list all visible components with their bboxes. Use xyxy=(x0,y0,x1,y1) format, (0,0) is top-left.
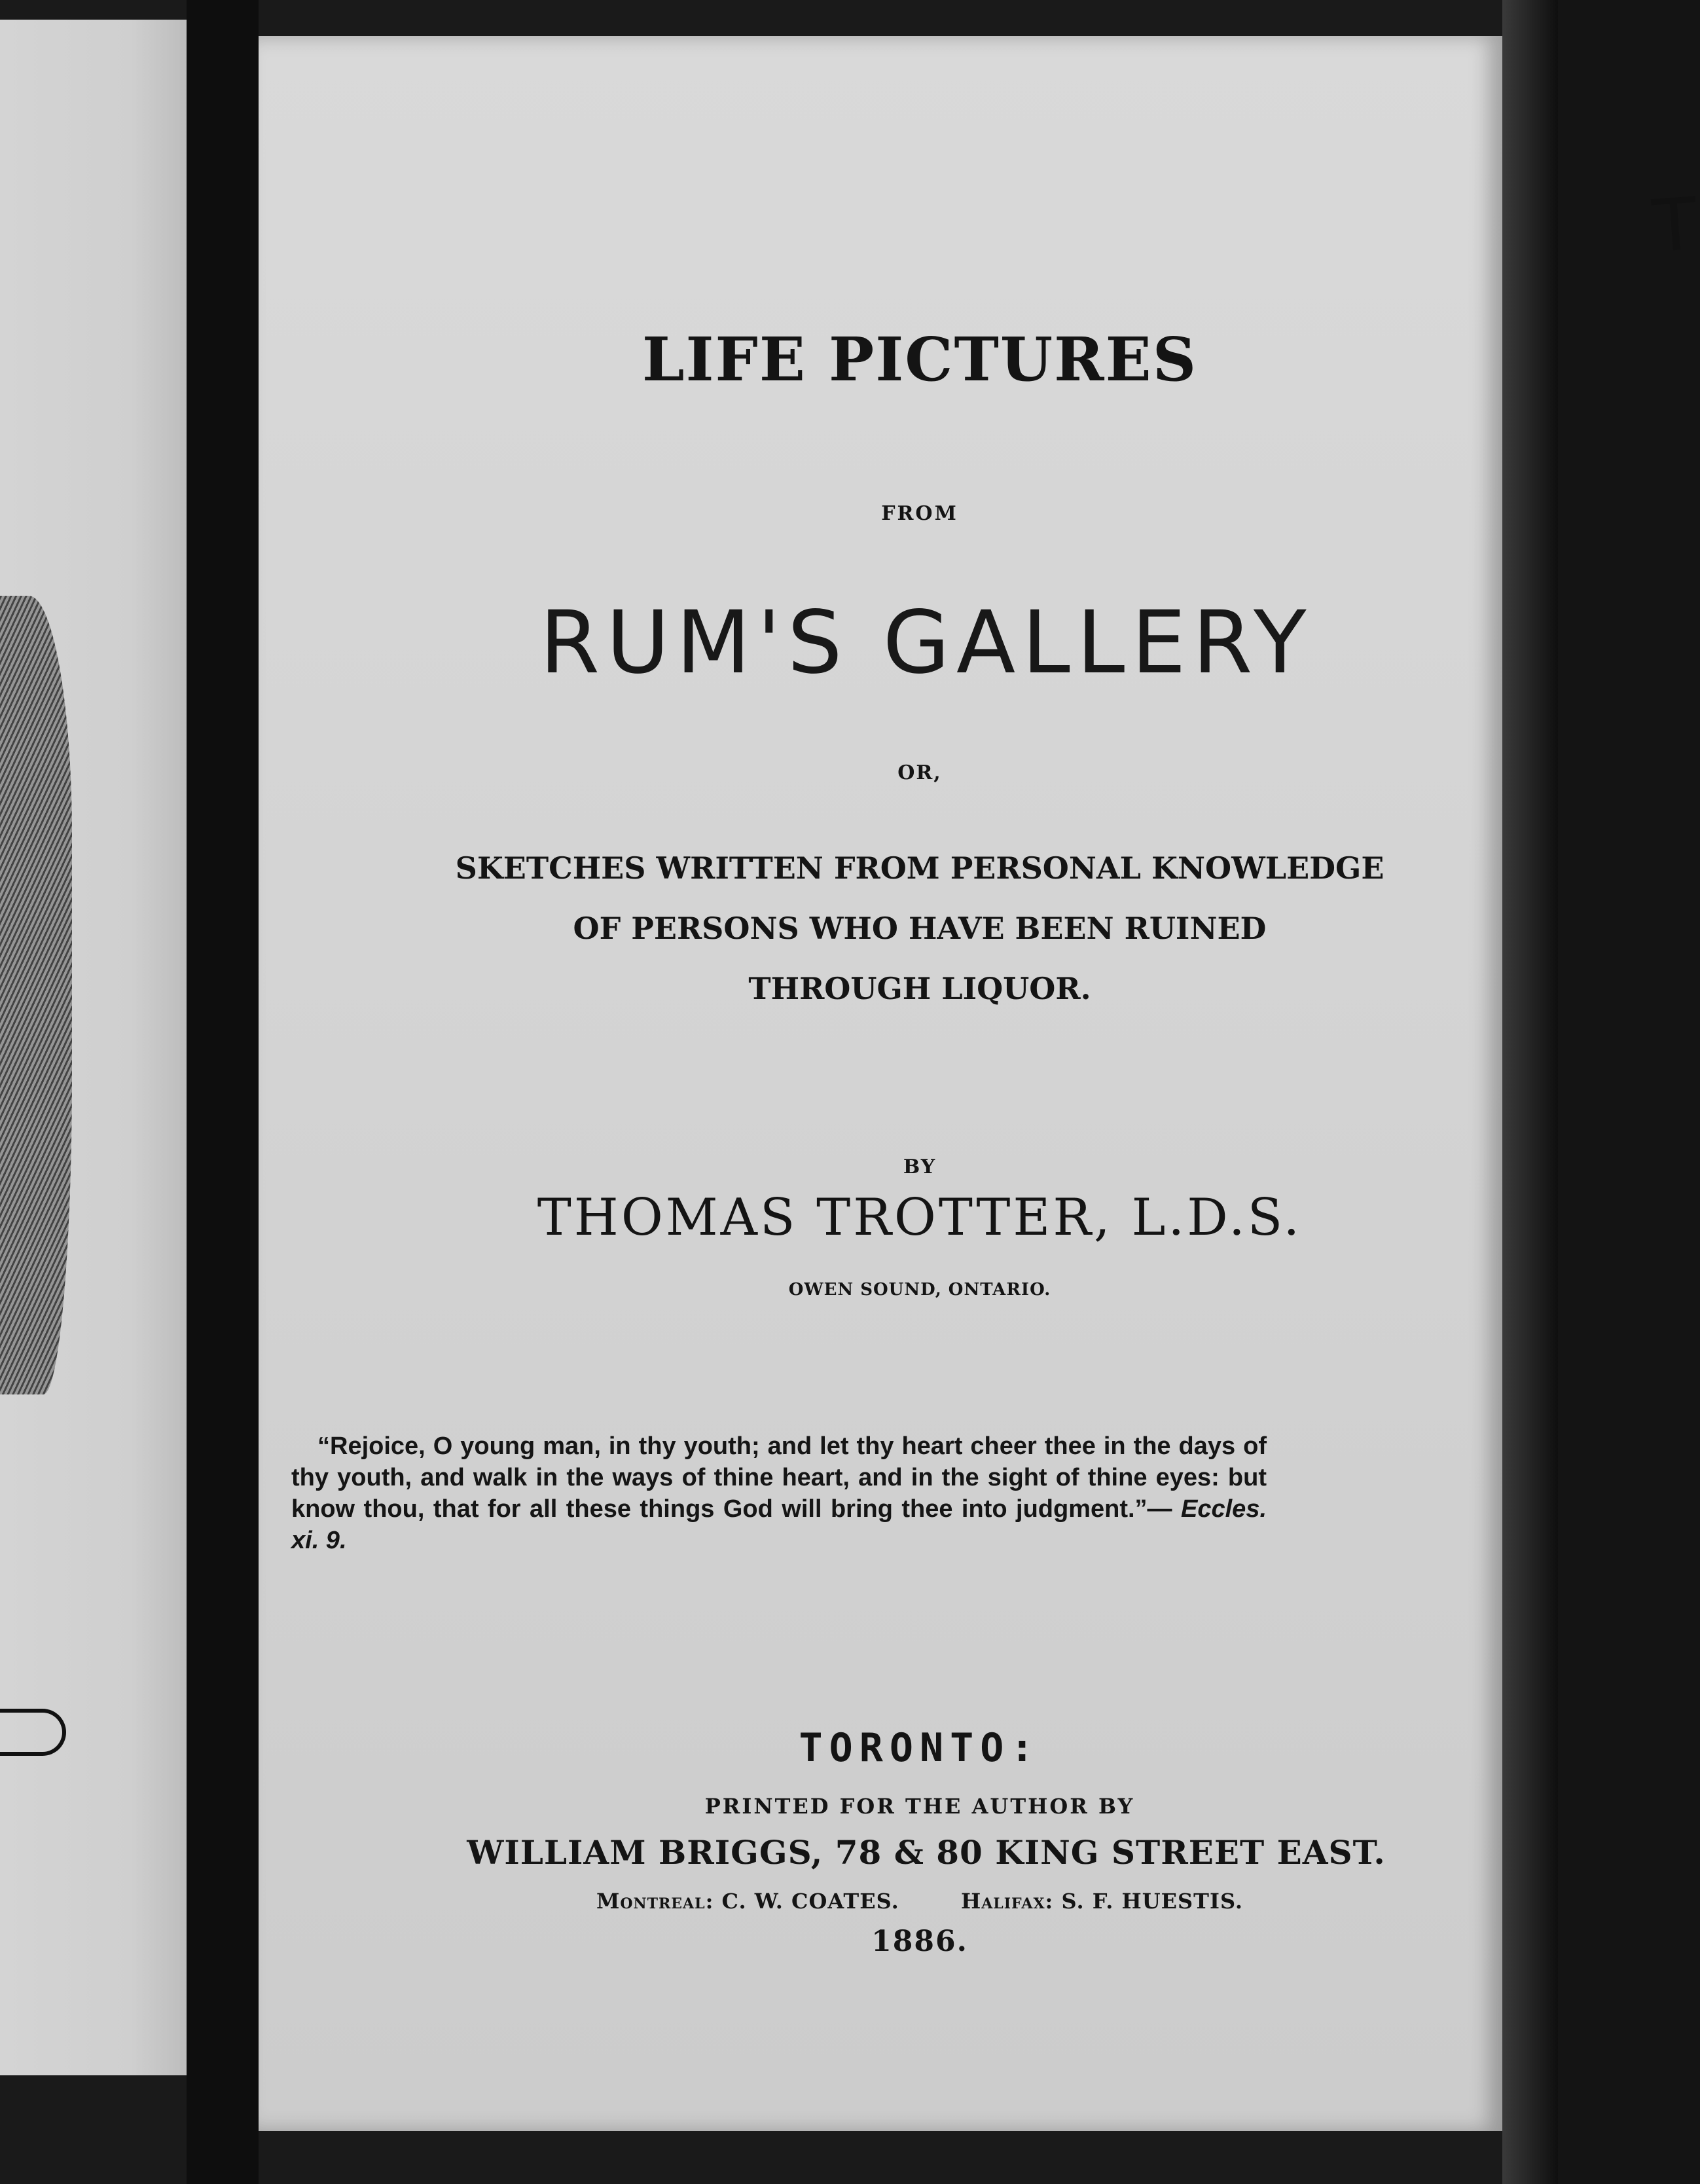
frontispiece-engraving xyxy=(0,596,72,1394)
frontispiece-oval-mark xyxy=(0,1709,66,1756)
imprint-agents xyxy=(298,1889,1542,1914)
subtitle xyxy=(298,838,1542,1019)
epigraph-text: “Rejoice, O young man, in thy youth; and let thy heart cheer thee in the days of thy youth, and walk in the ways of thine heart, and in the sight of thine eyes: but know thou, that for all these things God will bring thee into judgment.”— xyxy=(291,1432,1267,1523)
agent-halifax: S. F. HUESTIS. xyxy=(1061,1889,1244,1914)
author-name: THOMAS TROTTER, L.D.S. xyxy=(537,1188,1303,1247)
scan-right-edge xyxy=(1502,0,1558,2184)
author-place: OWEN SOUND, ONTARIO. xyxy=(788,1280,1051,1300)
imprint-printed-for: PRINTED FOR THE AUTHOR BY xyxy=(704,1794,1135,1819)
imprint-city: TORONTO: xyxy=(799,1725,1041,1771)
book-gutter xyxy=(187,0,259,2184)
subtitle-line: OF PERSONS WHO HAVE BEEN RUINED xyxy=(573,911,1267,946)
title-from: FROM xyxy=(881,502,958,525)
imprint-year: 1886. xyxy=(871,1925,968,1958)
agent-montreal-label: Montreal: xyxy=(596,1889,714,1914)
title-or: OR, xyxy=(897,761,942,784)
epigraph xyxy=(291,1430,1267,1556)
title-page xyxy=(259,36,1700,2131)
subtitle-line: THROUGH LIQUOR. xyxy=(748,971,1091,1006)
frontispiece-page-edge xyxy=(0,20,187,2075)
agent-halifax-label: Halifax: xyxy=(960,1889,1054,1914)
byline-by: BY xyxy=(903,1156,937,1178)
agent-montreal: C. W. COATES. xyxy=(721,1889,899,1914)
pencil-marginalia: T xyxy=(1650,181,1700,269)
imprint-publisher: WILLIAM BRIGGS, 78 & 80 KING STREET EAST. xyxy=(467,1833,1386,1872)
title-line-2: RUM'S GALLERY xyxy=(539,592,1313,693)
epigraph-citation: Eccles. xi. 9. xyxy=(291,1495,1267,1554)
subtitle-line: SKETCHES WRITTEN FROM PERSONAL KNOWLEDGE xyxy=(455,850,1384,886)
title-line-1: LIFE PICTURES xyxy=(642,324,1198,395)
